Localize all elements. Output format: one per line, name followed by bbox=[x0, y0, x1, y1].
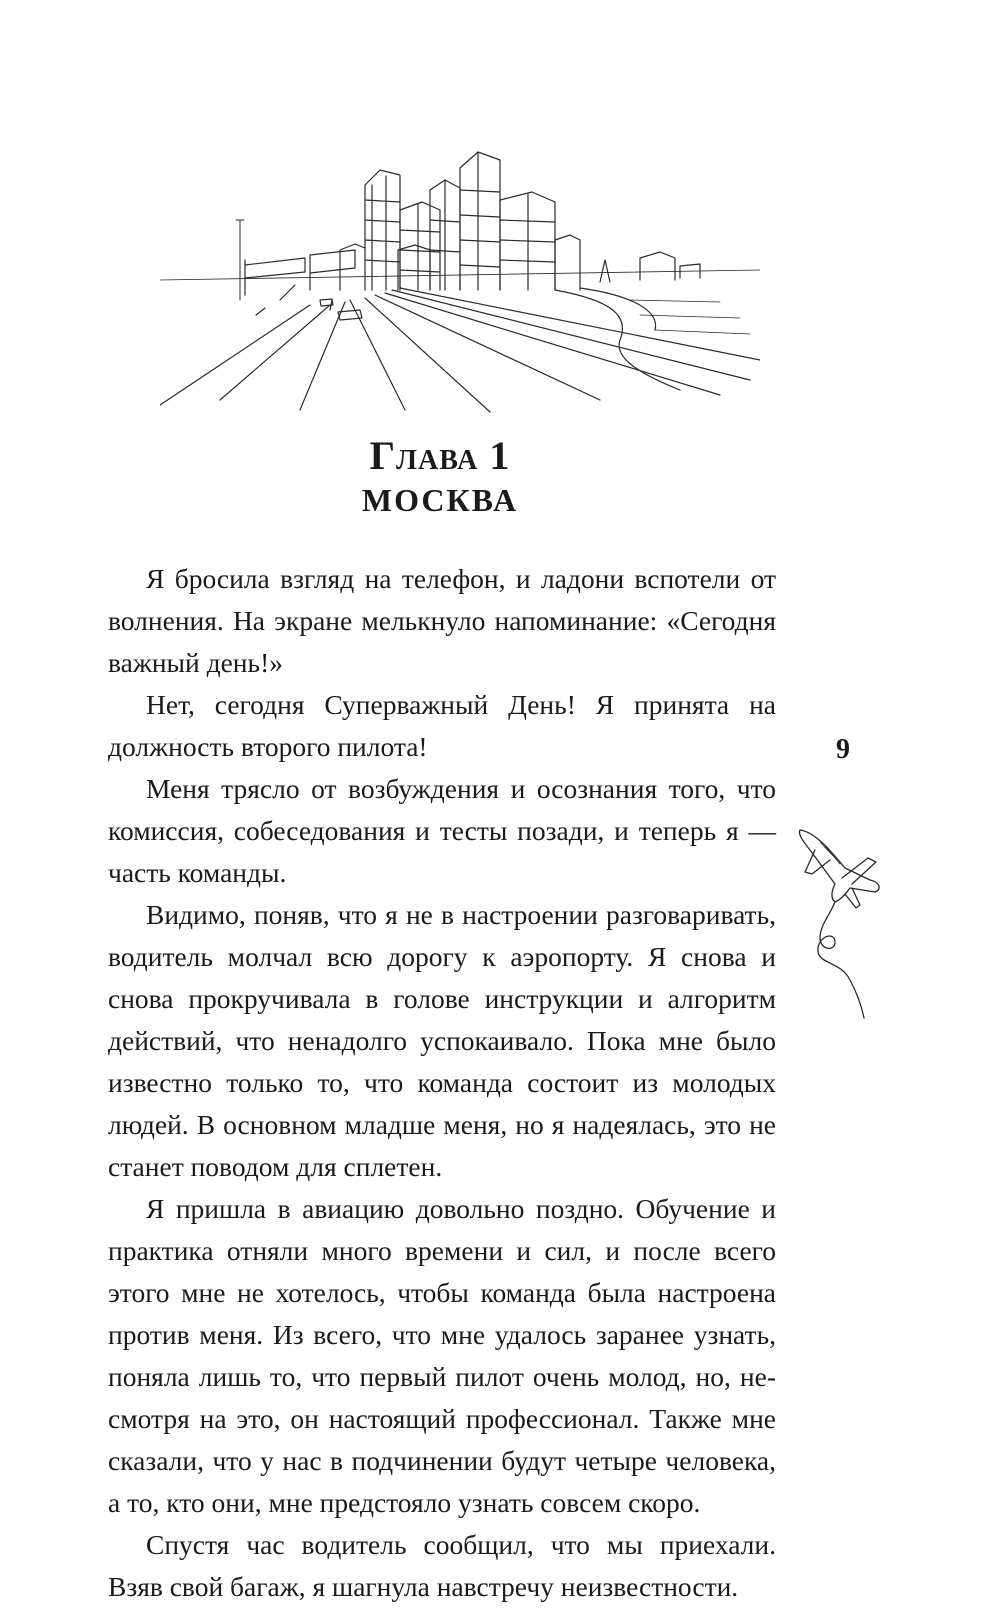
airplane-doodle-icon bbox=[790, 820, 900, 1020]
highway bbox=[160, 285, 760, 412]
chapter-number: Глава 1 bbox=[369, 433, 511, 478]
paragraph: Нет, сегодня Суперважный День! Я принята на должность второго пилота! bbox=[108, 689, 776, 762]
paragraph: Я бросила взгляд на телефон, и ладони вспотели от волнения. На экране мелькнуло напоминание: «Сегодня важный день!» bbox=[108, 563, 776, 678]
skyscrapers bbox=[340, 152, 580, 290]
paragraph: Меня трясло от возбуждения и осознания того, что комиссия, собеседования и тесты позади, и теперь я — часть команды. bbox=[108, 773, 776, 888]
paragraph: Спустя час водитель сообщил, что мы приехали. Взяв свой багаж, я шагнула навстречу неизвестности. bbox=[108, 1529, 776, 1602]
paragraph: Я пришла в авиацию довольно поздно. Обучение и практика отняли много времени и сил, и после всего этого мне не хотелось, чтобы команда была настроена против меня. Из всего, что мне удалось заранее узнать, поняла лишь то, что первый пилот очень молод, но, несмотря на это, он настоящий профессионал. Также мне сказали, что у нас в подчинении будут четыре человека, а то, кто они, мне предстояло узнать совсем скоро. bbox=[108, 1193, 776, 1518]
city-skyline-illustration bbox=[160, 140, 760, 420]
chapter-text bbox=[108, 558, 776, 1608]
page-number: 9 bbox=[836, 734, 850, 765]
paragraph: Видимо, поняв, что я не в настроении разговаривать, водитель молчал всю дорогу к аэропорту. Я снова и снова прокручивала в голове инструкции и алгоритм действий, что ненадолго успокаивало. Пока мне было известно только то, что команда состоит из молодых людей. В основном младше меня, но я надеялась, это не станет поводом для сплетен. bbox=[108, 899, 776, 1182]
chapter-title: МОСКВА bbox=[361, 482, 519, 518]
